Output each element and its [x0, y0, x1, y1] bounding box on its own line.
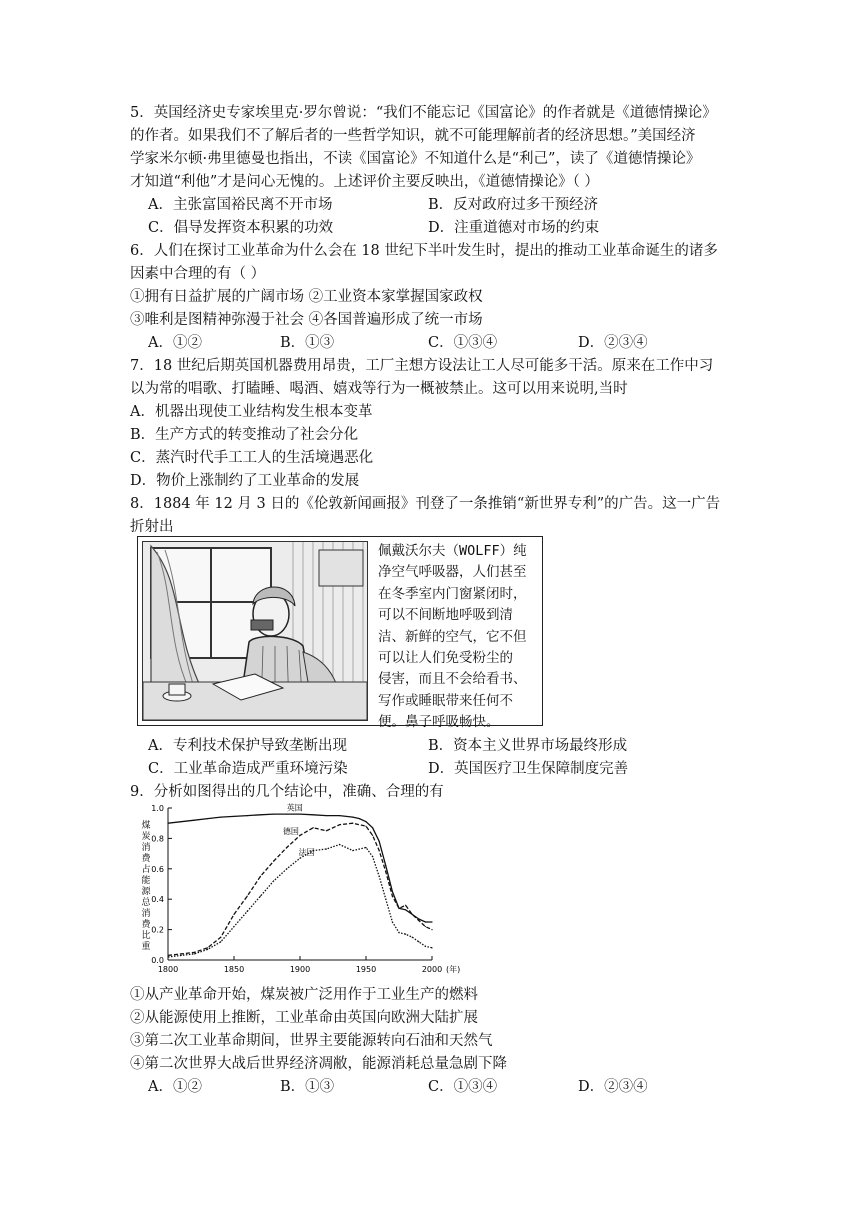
coal-share-chart: [136, 800, 466, 980]
q9-statement-2: ②从能源使用上推断，工业革命由英国向欧洲大陆扩展: [130, 1010, 478, 1026]
q6-option-a: A．①②: [148, 335, 202, 351]
q9-line-1: 9．分析如图得出的几个结论中，准确、合理的有: [130, 784, 444, 800]
y-axis-label-char: 消: [141, 909, 151, 919]
data-point: [273, 880, 274, 881]
data-point: [339, 815, 340, 816]
q6-line-4: ③唯利是图精神弥漫于社会 ④各国普遍形成了统一市场: [130, 312, 483, 328]
data-point: [326, 848, 327, 849]
advertisement-illustration: [142, 541, 368, 721]
q9-option-d: D．②③④: [578, 1079, 648, 1095]
data-point: [313, 827, 314, 828]
q5-line-3: 学家米尔顿·弗里德曼也指出，不读《国富论》不知道什么是“利己”，读了《道德情操论》: [130, 151, 701, 167]
ad-line: 洁、新鲜的空气，它不但: [378, 628, 527, 645]
q6-line-3: ①拥有日益扩展的广阔市场 ②工业资本家掌握国家政权: [130, 289, 483, 305]
data-point: [352, 817, 353, 818]
data-point: [299, 835, 300, 836]
q8-option-b: B．资本主义世界市场最终形成: [428, 738, 628, 754]
data-point: [379, 850, 380, 851]
data-point: [299, 813, 300, 814]
y-tick-label: 0.8: [151, 834, 164, 844]
q5-option-a: A．主张富国裕民离不开市场: [148, 197, 333, 213]
data-point: [398, 932, 399, 933]
ad-line: 写作或睡眠带来任何不: [378, 692, 513, 709]
data-point: [207, 949, 208, 950]
x-tick-label: 2000: [421, 965, 443, 974]
data-point: [425, 926, 426, 927]
data-point: [313, 814, 314, 815]
ad-line: 可以不间断地呼吸到清: [378, 607, 513, 624]
data-point: [418, 941, 419, 942]
data-point: [273, 861, 274, 862]
data-point: [260, 876, 261, 877]
data-point: [405, 909, 406, 910]
q5-line-1: 5．英国经济史专家埃里克·罗尔曾说：“我们不能忘记《国富论》的作者就是《道德情操论》: [130, 105, 717, 121]
y-tick-label: 0.4: [151, 895, 164, 905]
data-point: [418, 920, 419, 921]
y-axis-label-char: 总: [141, 898, 151, 908]
series-line-1: [168, 814, 432, 922]
data-point: [167, 956, 168, 957]
data-point: [372, 827, 373, 828]
y-tick-label: 1.0: [151, 804, 164, 813]
data-point: [431, 929, 432, 930]
q7-option-a: A．机器出现使工业结构发生根本变革: [130, 404, 373, 420]
data-point: [365, 821, 366, 822]
data-point: [181, 955, 182, 956]
data-point: [339, 844, 340, 845]
q7-option-c: C．蒸汽时代手工工人的生活境遇恶化: [130, 450, 374, 466]
y-axis-label-char: 比: [141, 931, 151, 941]
data-point: [405, 934, 406, 935]
y-tick-label: 0.0: [151, 956, 164, 965]
data-point: [233, 926, 234, 927]
data-point: [359, 818, 360, 819]
data-point: [286, 868, 287, 869]
y-axis-label-char: 费: [141, 854, 151, 864]
data-point: [181, 821, 182, 822]
data-point: [379, 876, 380, 877]
data-point: [299, 858, 300, 859]
q6-option-c: C．①③④: [428, 335, 498, 351]
data-point: [392, 921, 393, 922]
data-point: [392, 891, 393, 892]
data-point: [425, 946, 426, 947]
data-point: [365, 847, 366, 848]
data-point: [181, 953, 182, 954]
q7-line-1: 7．18 世纪后期英国机器费用昂贵，工厂主想方设法让工人尽可能多干活。原来在工作中习: [130, 358, 714, 374]
y-axis-label-char: 占: [141, 865, 151, 875]
data-point: [207, 818, 208, 819]
data-point: [273, 813, 274, 814]
data-point: [431, 921, 432, 922]
q8-option-a: A．专利技术保护导致垄断出现: [148, 738, 347, 754]
data-point: [412, 914, 413, 915]
x-tick-label: 1900: [289, 965, 311, 974]
q7-option-b: B．生产方式的转变推动了社会分化: [130, 427, 359, 443]
ad-line: 净空气呼吸器，人们甚至: [378, 564, 527, 581]
data-point: [233, 816, 234, 817]
data-point: [194, 953, 195, 954]
y-axis-label-char: 炭: [141, 832, 151, 842]
woman-with-respirator-image: [143, 542, 367, 720]
q7-line-2: 以为常的唱歌、打瞌睡、喝酒、嬉戏等行为一概被禁止。这可以用来说明,当时: [130, 381, 628, 397]
coal-share-chart-svg: [136, 800, 466, 980]
data-point: [385, 871, 386, 872]
q9-option-a: A．①②: [148, 1079, 202, 1095]
q6-line-1: 6．人们在探讨工业革命为什么会在 18 世纪下半叶发生时，提出的推动工业革命诞生的诸多: [130, 243, 718, 259]
x-tick-label: 1850: [223, 965, 245, 974]
series-label: 英国: [286, 803, 303, 813]
data-point: [286, 847, 287, 848]
q9-statement-3: ③第二次工业革命期间，世界主要能源转向石油和天然气: [130, 1033, 493, 1049]
q9-statement-1: ①从产业革命开始，煤炭被广泛用作于工业生产的燃料: [130, 987, 478, 1003]
data-point: [260, 896, 261, 897]
data-point: [425, 921, 426, 922]
data-point: [385, 865, 386, 866]
data-point: [207, 947, 208, 948]
q5-option-c: C．倡导发挥资本积累的功效: [148, 220, 334, 236]
data-point: [326, 815, 327, 816]
data-point: [392, 896, 393, 897]
y-axis-label-char: 能: [141, 876, 151, 886]
data-point: [247, 815, 248, 816]
q6-option-d: D．②③④: [578, 335, 648, 351]
y-tick-label: 0.6: [151, 864, 164, 874]
data-point: [233, 914, 234, 915]
advertisement-text: [378, 541, 542, 734]
data-point: [247, 896, 248, 897]
q8-option-c: C．工业革命造成严重环境污染: [148, 761, 348, 777]
y-axis-label-char: 源: [141, 887, 151, 897]
q8-line-2: 折射出: [130, 519, 174, 535]
data-point: [431, 947, 432, 948]
advertisement-figure: [137, 536, 543, 731]
data-point: [352, 850, 353, 851]
q9-statement-4: ④第二次世界大战后世界经济凋敝，能源消耗总量急剧下降: [130, 1056, 507, 1072]
data-point: [412, 937, 413, 938]
data-point: [260, 814, 261, 815]
q5-option-b: B．反对政府过多干预经济: [428, 197, 599, 213]
q5-line-2: 的作者。如果我们不了解后者的一些哲学知识，就不可能理解前者的经济思想。”美国经济: [130, 128, 696, 144]
ad-line: 在冬季室内门窗紧闭时，: [378, 585, 527, 602]
ad-line: 佩戴沃尔夫（WOLFF）纯: [378, 543, 527, 559]
q8-line-1: 8．1884 年 12 月 3 日的《伦敦新闻画报》刊登了一条推销“新世界专利”的广告。这一广告: [130, 496, 721, 512]
data-point: [247, 911, 248, 912]
data-point: [372, 856, 373, 857]
series-line-3: [168, 845, 432, 958]
q5-line-4: 才知道“利他”才是问心无愧的。上述评价主要反映出，《道德情操论》（ ）: [130, 174, 599, 190]
series-label: 德国: [282, 826, 299, 836]
data-point: [220, 817, 221, 818]
data-point: [167, 955, 168, 956]
data-point: [326, 830, 327, 831]
data-point: [194, 820, 195, 821]
data-point: [286, 813, 287, 814]
data-point: [194, 952, 195, 953]
data-point: [365, 826, 366, 827]
data-point: [167, 823, 168, 824]
q6-option-b: B．①③: [280, 335, 335, 351]
q5-option-d: D．注重道德对市场的约束: [428, 220, 600, 236]
q9-option-b: B．①③: [280, 1079, 335, 1095]
data-point: [220, 941, 221, 942]
q6-line-2: 因素中合理的有（ ）: [130, 266, 266, 282]
data-point: [398, 908, 399, 909]
y-tick-label: 0.2: [151, 925, 164, 935]
ad-line: 侵害，而且不会给看书、: [378, 671, 527, 688]
data-point: [220, 937, 221, 938]
data-point: [372, 835, 373, 836]
data-point: [352, 823, 353, 824]
data-point: [385, 899, 386, 900]
data-point: [339, 824, 340, 825]
q9-option-c: C．①③④: [428, 1079, 498, 1095]
ad-line: 可以让人们免受粉尘的: [378, 650, 513, 667]
data-point: [379, 841, 380, 842]
y-axis-label-char: 煤: [141, 821, 151, 831]
ad-line: 便。鼻子呼吸畅快。: [378, 714, 500, 731]
x-tick-label: 1950: [355, 965, 377, 974]
series-label: 法国: [298, 848, 315, 858]
y-axis-label-char: 费: [141, 920, 151, 930]
y-axis-label-char: 重: [141, 942, 151, 952]
x-axis-label: (年): [446, 965, 461, 974]
q7-option-d: D．物价上涨制约了工业革命的发展: [130, 473, 360, 489]
y-axis-label-char: 消: [141, 843, 151, 853]
x-tick-label: 1800: [157, 965, 179, 974]
q8-option-d: D．英国医疗卫生保障制度完善: [428, 761, 629, 777]
data-point: [405, 905, 406, 906]
